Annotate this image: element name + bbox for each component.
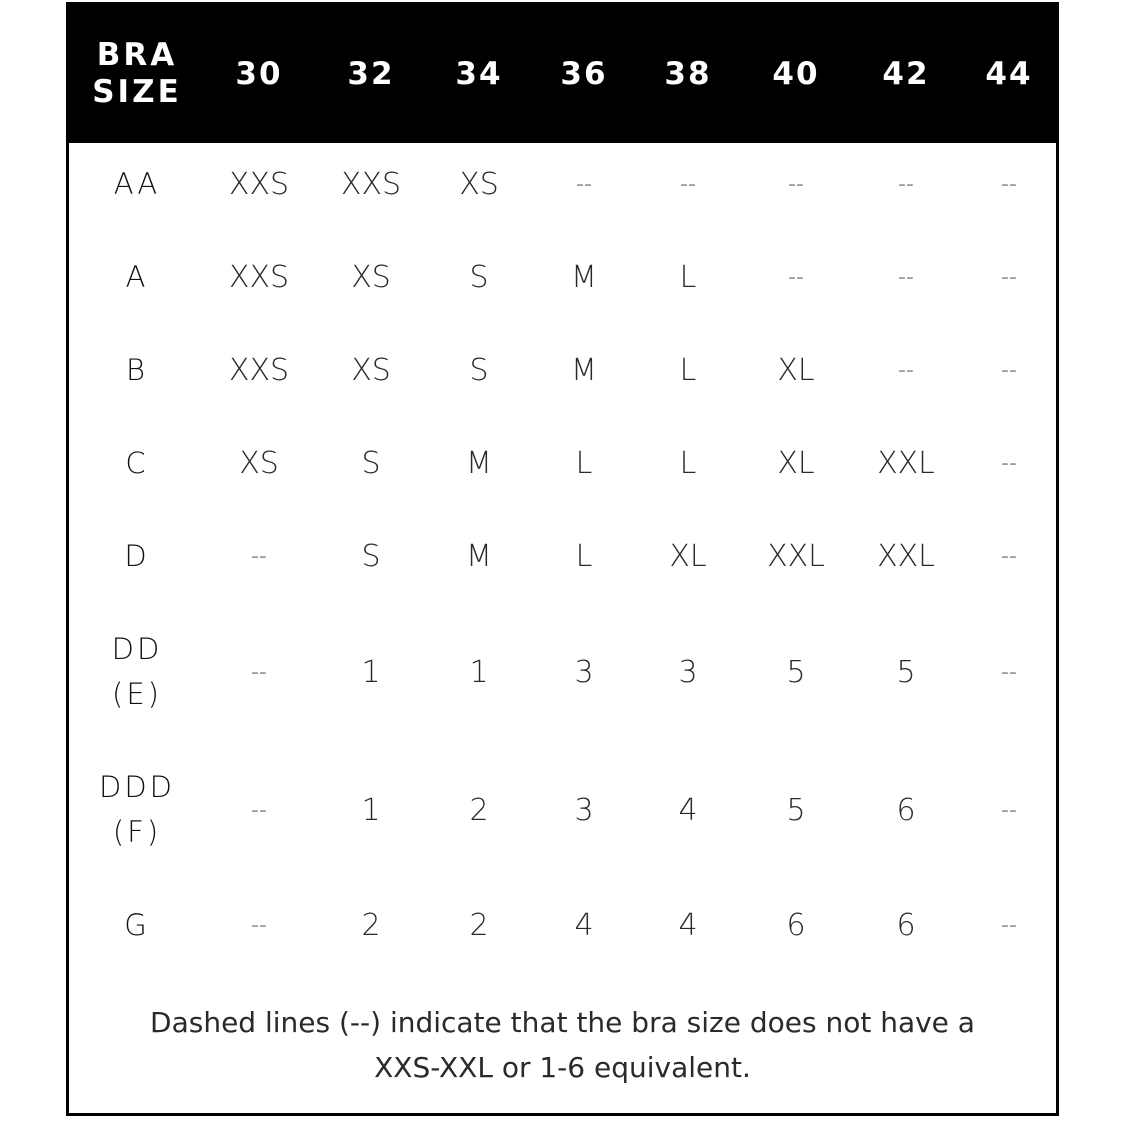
size-value-cell: -- bbox=[1001, 912, 1017, 938]
size-value-cell: M bbox=[571, 352, 597, 388]
table-row bbox=[69, 418, 1056, 508]
size-value-cell: -- bbox=[1001, 357, 1017, 383]
size-value-cell: XXS bbox=[228, 352, 290, 388]
size-value-cell: XXL bbox=[877, 538, 935, 574]
size-value-cell: 2 bbox=[469, 792, 489, 828]
cup-size-label bbox=[72, 607, 202, 737]
size-value-cell: 4 bbox=[678, 907, 698, 943]
size-value-cell: S bbox=[361, 445, 381, 481]
size-value-cell: 6 bbox=[896, 792, 916, 828]
size-value-cell: -- bbox=[898, 357, 914, 383]
size-value-cell: -- bbox=[898, 171, 914, 197]
table-row bbox=[69, 511, 1056, 601]
table-header bbox=[69, 5, 1056, 143]
size-value-cell: L bbox=[575, 538, 593, 574]
cup-size-label-line: C bbox=[125, 445, 149, 480]
size-chart-table bbox=[66, 2, 1059, 1116]
size-value-cell: L bbox=[679, 445, 697, 481]
size-value-cell: L bbox=[575, 445, 593, 481]
footnote-line-1: Dashed lines (--) indicate that the bra size does not have a bbox=[150, 1006, 975, 1039]
table-row bbox=[69, 139, 1056, 229]
cup-size-label-line: D bbox=[124, 538, 150, 573]
size-value-cell: 2 bbox=[469, 907, 489, 943]
size-value-cell: -- bbox=[251, 797, 267, 823]
size-value-cell: -- bbox=[251, 912, 267, 938]
size-value-cell: 1 bbox=[361, 654, 381, 690]
size-value-cell: 5 bbox=[786, 654, 806, 690]
cup-size-label bbox=[72, 139, 202, 229]
header-band-42: 42 bbox=[882, 56, 930, 92]
size-value-cell: 5 bbox=[896, 654, 916, 690]
size-value-cell: XS bbox=[459, 166, 499, 202]
size-value-cell: XXS bbox=[228, 166, 290, 202]
header-band-30: 30 bbox=[235, 56, 283, 92]
cup-size-label-line: (E) bbox=[112, 677, 162, 711]
cup-size-label-line: DDD bbox=[99, 770, 175, 804]
header-bra-size bbox=[72, 5, 202, 143]
size-value-cell: XXS bbox=[340, 166, 402, 202]
size-value-cell: 1 bbox=[361, 792, 381, 828]
header-bra-size-line2: SIZE bbox=[92, 74, 182, 110]
cup-size-label bbox=[72, 745, 202, 875]
size-value-cell: XL bbox=[777, 352, 815, 388]
size-value-cell: XL bbox=[669, 538, 707, 574]
cup-size-label-line: G bbox=[124, 907, 150, 942]
size-value-cell: XXL bbox=[877, 445, 935, 481]
cup-size-label bbox=[72, 418, 202, 508]
size-value-cell: S bbox=[469, 352, 489, 388]
size-value-cell: -- bbox=[1001, 264, 1017, 290]
size-value-cell: M bbox=[466, 445, 492, 481]
size-value-cell: -- bbox=[680, 171, 696, 197]
size-value-cell: XS bbox=[351, 259, 391, 295]
size-value-cell: 3 bbox=[574, 654, 594, 690]
table-row bbox=[69, 607, 1056, 737]
size-value-cell: -- bbox=[576, 171, 592, 197]
cup-size-label-line: AA bbox=[113, 166, 161, 201]
table-row bbox=[69, 325, 1056, 415]
header-band-36: 36 bbox=[560, 56, 608, 92]
header-bra-size-line1: BRA bbox=[96, 37, 178, 73]
cup-size-label bbox=[72, 232, 202, 322]
size-value-cell: 6 bbox=[786, 907, 806, 943]
header-band-38: 38 bbox=[664, 56, 712, 92]
size-value-cell: XS bbox=[239, 445, 279, 481]
size-value-cell: -- bbox=[898, 264, 914, 290]
size-value-cell: XXS bbox=[228, 259, 290, 295]
cup-size-label-line: DD bbox=[111, 632, 163, 666]
size-value-cell: S bbox=[361, 538, 381, 574]
size-value-cell: 3 bbox=[574, 792, 594, 828]
cup-size-label bbox=[72, 880, 202, 970]
header-band-34: 34 bbox=[455, 56, 503, 92]
size-value-cell: -- bbox=[251, 543, 267, 569]
header-band-40: 40 bbox=[772, 56, 820, 92]
size-value-cell: L bbox=[679, 352, 697, 388]
size-value-cell: -- bbox=[1001, 659, 1017, 685]
table-row bbox=[69, 745, 1056, 875]
size-value-cell: M bbox=[571, 259, 597, 295]
size-value-cell: L bbox=[679, 259, 697, 295]
cup-size-label-line: A bbox=[125, 259, 149, 294]
size-value-cell: 4 bbox=[678, 792, 698, 828]
size-value-cell: -- bbox=[1001, 797, 1017, 823]
size-value-cell: 6 bbox=[896, 907, 916, 943]
size-value-cell: XXL bbox=[767, 538, 825, 574]
cup-size-label-line: B bbox=[126, 352, 148, 387]
size-value-cell: -- bbox=[251, 659, 267, 685]
size-value-cell: 2 bbox=[361, 907, 381, 943]
size-value-cell: 5 bbox=[786, 792, 806, 828]
size-value-cell: -- bbox=[1001, 543, 1017, 569]
header-band-32: 32 bbox=[347, 56, 395, 92]
size-value-cell: XS bbox=[351, 352, 391, 388]
size-value-cell: -- bbox=[788, 264, 804, 290]
footnote-line-2: XXS-XXL or 1-6 equivalent. bbox=[374, 1051, 751, 1084]
table-row bbox=[69, 880, 1056, 970]
size-value-cell: S bbox=[469, 259, 489, 295]
size-value-cell: M bbox=[466, 538, 492, 574]
size-value-cell: 4 bbox=[574, 907, 594, 943]
cup-size-label bbox=[72, 511, 202, 601]
size-value-cell: -- bbox=[1001, 450, 1017, 476]
cup-size-label-line: (F) bbox=[112, 815, 162, 849]
size-value-cell: -- bbox=[1001, 171, 1017, 197]
cup-size-label bbox=[72, 325, 202, 415]
footnote bbox=[69, 1000, 1056, 1090]
size-value-cell: 3 bbox=[678, 654, 698, 690]
header-band-44: 44 bbox=[985, 56, 1033, 92]
size-value-cell: -- bbox=[788, 171, 804, 197]
size-value-cell: XL bbox=[777, 445, 815, 481]
table-row bbox=[69, 232, 1056, 322]
size-value-cell: 1 bbox=[469, 654, 489, 690]
